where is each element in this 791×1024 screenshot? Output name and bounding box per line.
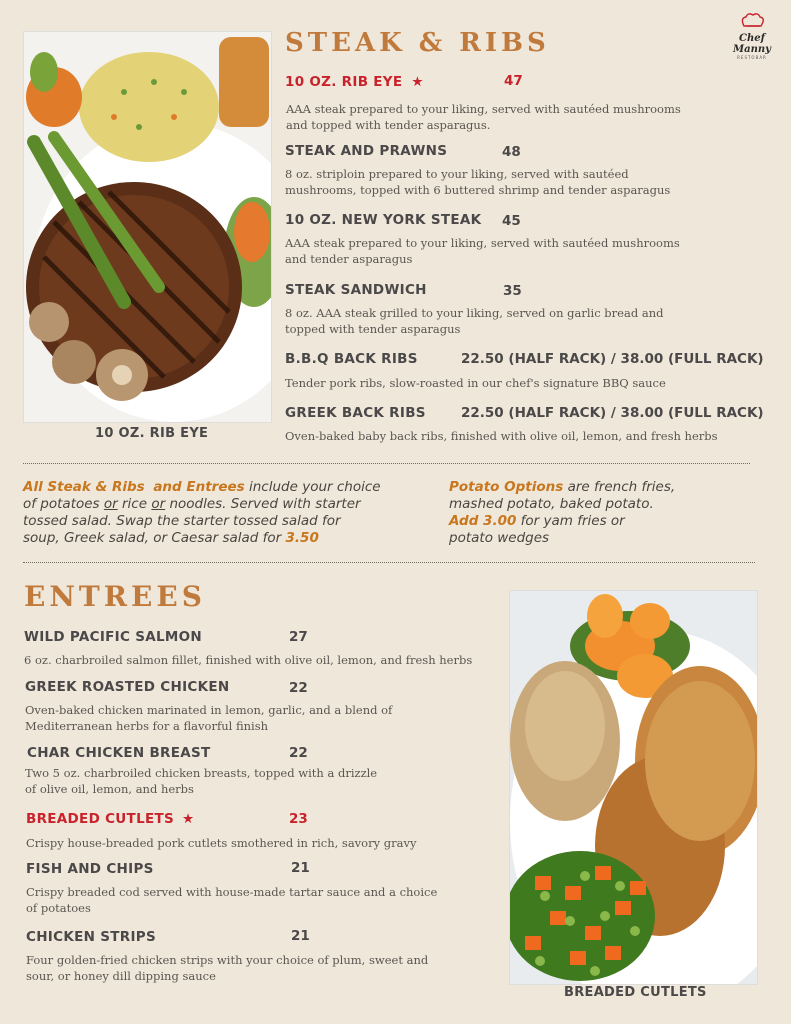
item-price: 47 — [504, 73, 523, 89]
item-desc: Oven-baked chicken marinated in lemon, garlic, and a blend of Mediterranean herbs for a flavorful finish — [25, 703, 393, 733]
item-name: CHAR CHICKEN BREAST — [27, 745, 211, 761]
item-desc: 8 oz. striploin prepared to your liking, served with sautéed mushrooms, topped with 6 buttered shrimp and tender asparagus — [285, 167, 671, 197]
item-price: 21 — [291, 928, 310, 944]
item-desc: Four golden-fried chicken strips with your choice of plum, sweet and sour, or honey dill dipping sauce — [26, 953, 429, 983]
item-desc: Tender pork ribs, slow-roasted in our chef's signature BBQ sauce — [285, 376, 666, 390]
item-desc: Crispy house-breaded pork cutlets smothered in rich, savory gravy — [26, 836, 417, 850]
item-price: 48 — [502, 144, 521, 160]
item-desc: 8 oz. AAA steak grilled to your liking, served on garlic bread and topped with tender asparagus — [285, 306, 664, 336]
sides-note: All Steak & Ribs and Entrees include your choice of potatoes or rice or noodles. Served with starter tossed salad. Swap the starter tossed salad for soup, Greek salad, or Caesar salad for 3.50 — [23, 479, 381, 546]
chef-hat-icon — [722, 12, 782, 30]
item-price: 22.50 (HALF RACK) / 38.00 (FULL RACK) — [461, 405, 764, 421]
item-name: CHICKEN STRIPS — [26, 929, 156, 945]
item-price: 35 — [503, 283, 522, 299]
item-name: 10 OZ. NEW YORK STEAK — [285, 212, 482, 228]
item-name: B.B.Q BACK RIBS — [285, 351, 418, 367]
item-name: FISH AND CHIPS — [26, 861, 154, 877]
item-name: BREADED CUTLETS ★ — [26, 811, 195, 827]
item-name: GREEK BACK RIBS — [285, 405, 426, 421]
item-name: STEAK SANDWICH — [285, 282, 427, 298]
item-price: 22 — [289, 745, 308, 761]
logo-sub: RESTOBAR — [737, 55, 767, 60]
rib-eye-photo — [23, 31, 272, 423]
item-desc: Crispy breaded cod served with house-made tartar sauce and a choice of potatoes — [26, 885, 438, 915]
item-price: 45 — [502, 213, 521, 229]
star-icon: ★ — [411, 74, 424, 90]
item-desc: AAA steak prepared to your liking, served with sautéed mushrooms and topped with tender asparagus. — [286, 102, 681, 132]
entrees-section-title: ENTREES — [24, 580, 206, 613]
item-price: 22 — [289, 680, 308, 696]
item-name: GREEK ROASTED CHICKEN — [25, 679, 230, 695]
item-desc: 6 oz. charbroiled salmon fillet, finished with olive oil, lemon, and fresh herbs — [24, 653, 473, 667]
item-name: 10 OZ. RIB EYE ★ — [285, 74, 424, 90]
item-name: WILD PACIFIC SALMON — [24, 629, 202, 645]
star-icon: ★ — [182, 811, 195, 827]
item-desc: Two 5 oz. charbroiled chicken breasts, topped with a drizzle of olive oil, lemon, and herbs — [25, 766, 378, 796]
divider — [23, 463, 750, 464]
item-price: 21 — [291, 860, 310, 876]
item-price: 22.50 (HALF RACK) / 38.00 (FULL RACK) — [461, 351, 764, 367]
logo-text: Chef Manny — [733, 33, 771, 55]
item-price: 23 — [289, 811, 308, 827]
item-price: 27 — [289, 629, 308, 645]
steak-photo-caption: 10 OZ. RIB EYE — [95, 426, 209, 441]
steak-section-title: STEAK & RIBS — [285, 28, 550, 58]
potato-options-note: Potato Options are french fries, mashed potato, baked potato. Add 3.00 for yam fries or potato wedges — [449, 479, 676, 546]
item-desc: Oven-baked baby back ribs, finished with olive oil, lemon, and fresh herbs — [285, 429, 718, 443]
entrees-photo-caption: BREADED CUTLETS — [564, 985, 707, 1000]
breaded-cutlets-photo — [509, 590, 758, 985]
divider — [23, 562, 755, 563]
item-name: STEAK AND PRAWNS — [285, 143, 448, 159]
chef-manny-logo — [722, 12, 782, 60]
item-desc: AAA steak prepared to your liking, served with sautéed mushrooms and tender asparagus — [285, 236, 680, 266]
